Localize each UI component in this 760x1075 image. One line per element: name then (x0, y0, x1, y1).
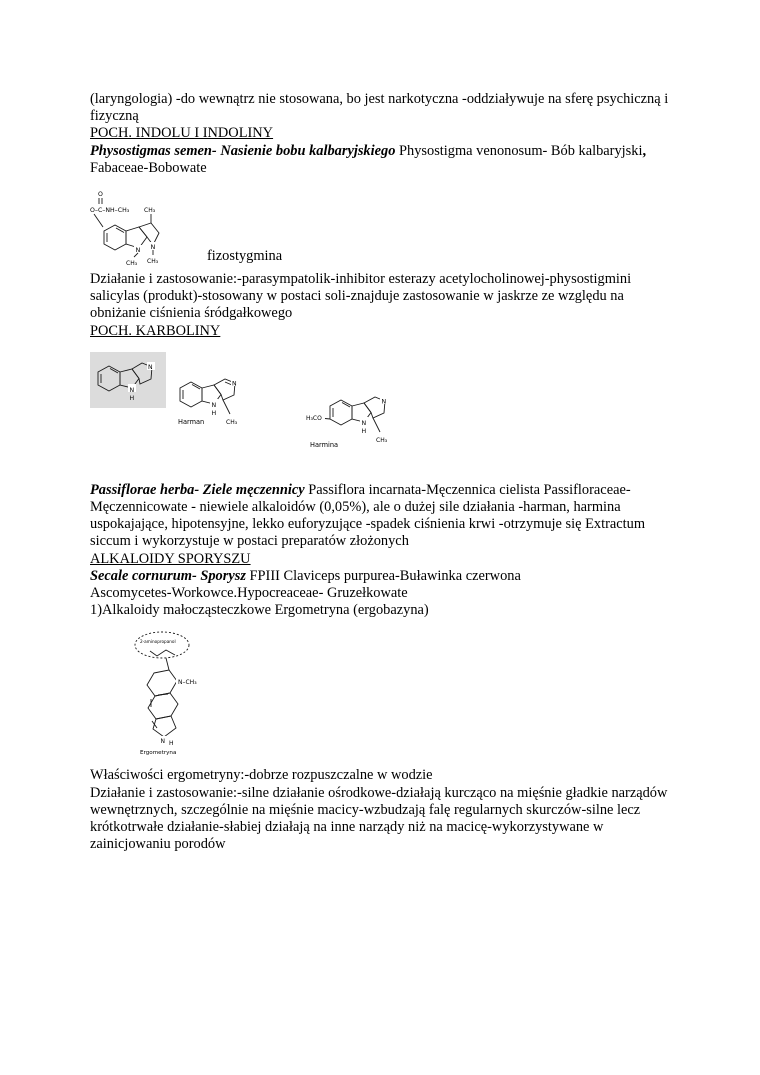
heading-alkaloidy-sporyszu (90, 551, 678, 568)
n1-ch3-label: CH₃ (126, 260, 138, 268)
carboline-figures-row (90, 350, 678, 462)
physostigma-text-2: Fabaceae-Bobowate (90, 159, 207, 176)
drug-name-physostigma: Physostigmas semen- Nasienie bobu kalbaryjskiego (90, 142, 396, 159)
heading-karboliny (90, 323, 678, 340)
physostigmine-structure-image (90, 187, 202, 267)
drug-name-passiflora: Passiflorae herba- Ziele męczennicy (90, 481, 305, 498)
secale-text-1: FPIII Claviceps purpurea-Buławinka czerwona (245, 567, 521, 584)
harmine-ring-n-label: N (381, 398, 387, 406)
n1-label: N (135, 246, 141, 255)
harman-nh-h-label: H (211, 409, 217, 417)
ergometrine-nh-n-label: N (160, 738, 165, 746)
paragraph-wlasciwosci: Właściwości ergometryny:-dobrze rozpuszczalne w wodzie (90, 767, 433, 784)
paragraph-secale (90, 568, 678, 602)
harmine-caption: Harmina (310, 440, 339, 449)
paragraph-alkaloidy-malo: 1)Alkaloidy małocząsteczkowe Ergometryna (ergobazyna) (90, 602, 429, 619)
paragraph-dzialanie-ergometrine: Działanie i zastosowanie:-silne działanie ośrodkowe-działają kurcząco na mięśnie gładkie narządów wewnętrznych, szczególnie na mięśnie macicy-wzbudzają falę regularnych skurczów-silne lecz krótkotrwałe działanie-słabiej działają na inne narządy niż na macicę-wykorzystywane w zainicjowaniu porodów (90, 784, 668, 853)
harman-structure-image (176, 356, 268, 444)
passiflora-text: Passiflora incarnata-Męczennica cielista Passifloraceae-Męczennicowate - niewiele alkaloidów (0,05%), ale o dużej sile działania -harman, harmina uspokajające, hipotensyjne, lekko euforyzujące -spadek ciśnienia krwi -otrzymuje się Extractum siccum i wykorzystuje w postaci preparatów złożonych (90, 481, 646, 550)
ergometrine-structure-image (126, 629, 222, 755)
ergometrine-group-label: 2-aminopropanol (140, 639, 176, 645)
physostigma-text-1: Physostigma venonosum- Bób kalbaryjski (395, 142, 643, 159)
carboline-ring-n-label: N (148, 363, 153, 371)
harman-nh-n-label: N (211, 401, 217, 409)
harman-ring-n-label: N (232, 380, 237, 388)
paragraph-passiflora (90, 482, 678, 551)
physostigmine-figure (90, 187, 678, 267)
paragraph-physostigma (90, 143, 678, 177)
harmine-nh-h-label: H (361, 427, 367, 435)
carboline-nh-n-label: N (129, 386, 135, 394)
ergometrine-figure (126, 629, 678, 755)
harmine-h3co-label: H₃CO (306, 414, 322, 422)
harman-caption: Harman (178, 417, 205, 426)
beta-carboline-structure-image (90, 350, 168, 410)
ergometrine-n-ch3-label: N–CH₃ (178, 679, 197, 687)
paragraph-intro: (laryngologia) -do wewnątrz nie stosowana, bo jest narkotyczna -oddziaływuje na sferę psychiczną i fizyczną (90, 91, 669, 125)
paragraph-dzialanie-physostigmine: Działanie i zastosowanie:-parasympatolik-inhibitor esterazy acetylocholinowej-physostigmini salicylas (produkt)-stosowany w postaci soli-znajduje zastosowanie w jaskrze ze względu na obniżanie ciśnienia śródgałkowego (90, 271, 632, 322)
heading-indol-text: POCH. INDOLU I INDOLINY (90, 125, 274, 142)
carbonyl-o-label: O (98, 191, 103, 199)
carbamate-chain-label: O–C–NH–CH₃ (90, 207, 130, 215)
physostigma-bold-comma: , (642, 142, 647, 159)
n2-label: N (150, 243, 156, 252)
carboline-nh-h-label: H (129, 394, 135, 402)
heading-karboliny-text: POCH. KARBOLINY (90, 322, 221, 339)
drug-name-secale: Secale cornurum- Sporysz (90, 567, 246, 584)
physostigmine-caption: fizostygmina (207, 247, 283, 264)
harman-ch3-label: CH₃ (226, 418, 238, 426)
heading-indol-indoliny (90, 125, 678, 142)
n2-ch3-label: CH₃ (147, 258, 159, 266)
ergometrine-caption: Ergometryna (140, 750, 177, 756)
secale-text-2: Ascomycetes-Workowce.Hypocreaceae- Gruzełkowate (90, 585, 408, 602)
heading-sporysz-text: ALKALOIDY SPORYSZU (90, 550, 251, 567)
ch3-top-label: CH₃ (144, 207, 156, 215)
harmine-nh-n-label: N (361, 419, 367, 427)
ergometrine-nh-h-label: H (169, 740, 174, 748)
harmine-ch3-label: CH₃ (376, 436, 388, 444)
harmine-structure-image (306, 394, 406, 452)
